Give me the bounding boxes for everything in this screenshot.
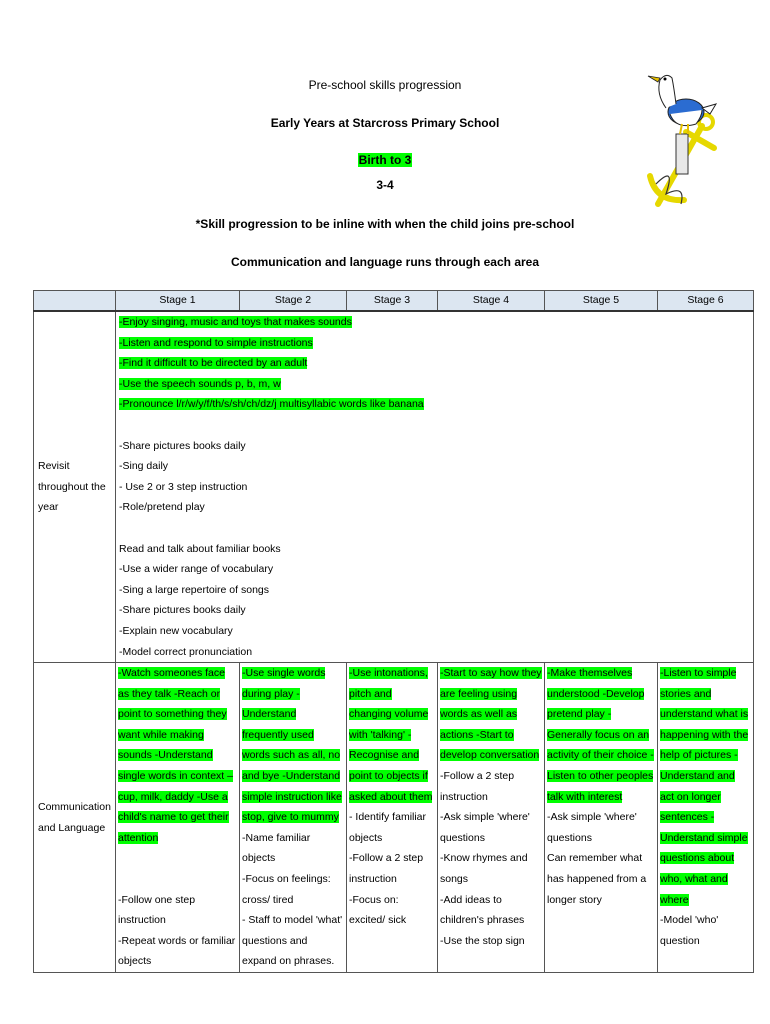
comm-s3-p2: -Follow a 2 step instruction xyxy=(349,852,424,886)
header-corner xyxy=(34,291,116,312)
comm-s6-hl: -Listen to simple stories and understand what is happening with the help of pictures -Understand and act on longer sentences -Understand simple questions about who, what and where xyxy=(660,667,749,906)
revisit-hl-4: -Use the speech sounds p, b, m, w xyxy=(119,377,281,390)
comm-stage-6 xyxy=(658,663,754,973)
comm-note: Communication and language runs through each area xyxy=(230,255,540,269)
header-stage-1: Stage 1 xyxy=(116,291,240,312)
revisit-hl-5: -Pronounce l/r/w/y/f/th/s/sh/ch/dz/j multisyllabic words like banana xyxy=(119,398,424,411)
comm-s1-p1: -Follow one step instruction xyxy=(118,893,196,927)
revisit-b3-1: Read and talk about familiar books xyxy=(119,542,281,555)
header-stage-3: Stage 3 xyxy=(347,291,438,312)
comm-s2-hl: -Use single words during play -Understand frequently used words such as all, no and bye -Understand simple instruction like stop, give to mummy xyxy=(242,667,342,824)
revisit-b2-1: -Share pictures books daily xyxy=(119,439,246,452)
comm-s1-hl: -Watch someones face as they talk -Reach or point to something they want while making sounds -Understand single words in context – cup, milk, daddy -Use a child's name to get their attention xyxy=(118,667,233,844)
comm-stage-1 xyxy=(116,663,240,973)
revisit-b2-3: - Use 2 or 3 step instruction xyxy=(119,480,248,493)
revisit-hl-3: -Find it difficult to be directed by an adult xyxy=(119,357,308,370)
revisit-b2-2: -Sing daily xyxy=(119,460,169,473)
comm-label: Communication and Language xyxy=(34,663,116,973)
revisit-hl-1: -Enjoy singing, music and toys that makes sounds xyxy=(119,316,352,328)
revisit-hl-2: -Listen and respond to simple instructions xyxy=(119,336,313,349)
revisit-b3-2: -Use a wider range of vocabulary xyxy=(119,563,274,576)
school-name: Early Years at Starcross Primary School xyxy=(270,116,500,130)
comm-s2-p1: -Name familiar objects xyxy=(242,831,311,865)
header-stage-4: Stage 4 xyxy=(438,291,545,312)
comm-s2-p2: -Focus on feelings: cross/ tired xyxy=(242,873,331,906)
comm-row xyxy=(34,663,754,973)
header-stage-6: Stage 6 xyxy=(658,291,754,312)
comm-s4-p2: -Ask simple 'where' questions xyxy=(440,811,530,844)
skill-note: *Skill progression to be inline with when the child joins pre-school xyxy=(195,217,575,231)
comm-s4-p1: -Follow a 2 step instruction xyxy=(440,770,515,803)
revisit-b3-4: -Share pictures books daily xyxy=(119,604,246,617)
revisit-b3-5: -Explain new vocabulary xyxy=(119,624,233,637)
age-range-3-4: 3-4 xyxy=(376,178,394,192)
revisit-row xyxy=(34,311,754,663)
comm-stage-3 xyxy=(347,663,438,973)
comm-s1-p2: -Repeat words or familiar objects xyxy=(118,934,236,968)
revisit-b3-6: -Model correct pronunciation xyxy=(119,645,253,658)
comm-s3-hl: -Use intonations, pitch and changing volume with 'talking' -Recognise and point to objects if asked about them xyxy=(349,667,433,803)
revisit-b2-4: -Role/pretend play xyxy=(119,501,205,514)
comm-s4-hl: -Start to say how they are feeling using words as well as actions -Start to develop conversation xyxy=(440,667,542,762)
comm-s3-p3: -Focus on: excited/ sick xyxy=(349,893,407,927)
skills-progression-table xyxy=(33,290,754,973)
comm-stage-2 xyxy=(240,663,347,973)
header-row xyxy=(34,291,754,312)
comm-s4-p5: -Use the stop sign xyxy=(440,934,525,947)
comm-s3-p1: - Identify familiar objects xyxy=(349,811,427,844)
revisit-content xyxy=(116,311,754,663)
comm-stage-5 xyxy=(545,663,658,973)
header-stage-5: Stage 5 xyxy=(545,291,658,312)
comm-s5-p1: -Ask simple 'where' questions xyxy=(547,811,637,844)
revisit-b3-3: -Sing a large repertoire of songs xyxy=(119,583,269,596)
age-range-birth-text: Birth to 3 xyxy=(358,153,412,167)
header-stage-2: Stage 2 xyxy=(240,291,347,312)
comm-s5-p2: Can remember what has happened from a longer story xyxy=(547,852,647,906)
seagull-anchor-logo-icon xyxy=(636,64,720,214)
revisit-label: Revisit throughout the year xyxy=(34,311,116,663)
comm-s6-p1: -Model 'who' question xyxy=(660,914,719,947)
comm-stage-4 xyxy=(438,663,545,973)
comm-s2-p3: - Staff to model 'what' questions and expand on phrases. xyxy=(242,914,343,968)
page-title: Pre-school skills progression xyxy=(308,78,462,92)
comm-s4-p4: -Add ideas to children's phrases xyxy=(440,893,525,927)
comm-s4-p3: -Know rhymes and songs xyxy=(440,852,528,886)
comm-s5-hl: -Make themselves understood -Develop pretend play -Generally focus on an activity of their choice -Listen to other peoples talk with interest xyxy=(547,667,654,803)
